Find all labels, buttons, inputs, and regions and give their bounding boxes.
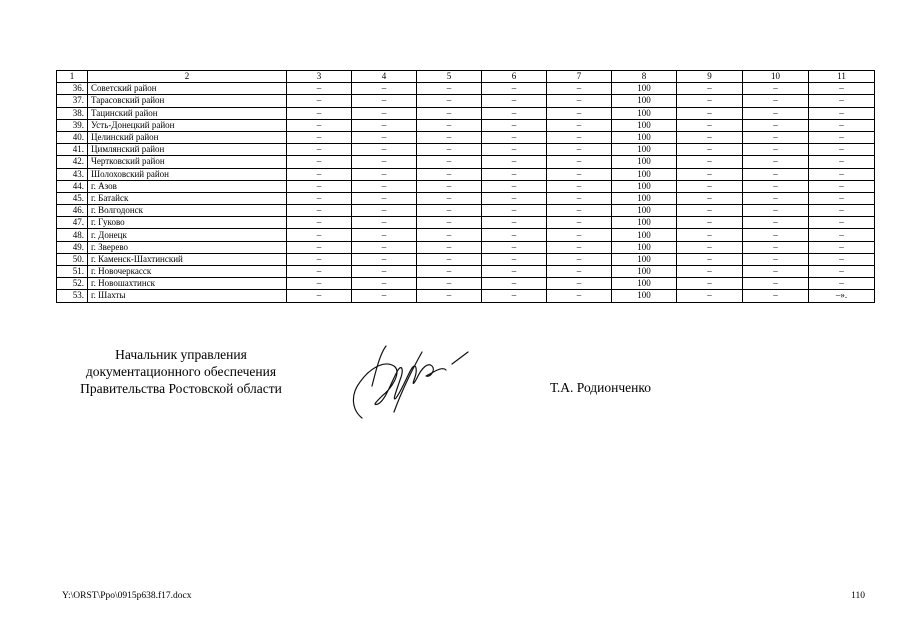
value-cell: – xyxy=(287,205,352,217)
signatory-title xyxy=(56,346,306,397)
district-name-cell: г. Зверево xyxy=(88,241,287,253)
value-cell: – xyxy=(547,83,612,95)
signatory-title-line-3: Правительства Ростовской области xyxy=(80,381,282,396)
value-cell: – xyxy=(287,83,352,95)
column-header-7: 7 xyxy=(547,71,612,83)
row-number-cell: 50. xyxy=(57,253,88,265)
value-cell: – xyxy=(743,241,809,253)
value-cell: – xyxy=(743,180,809,192)
value-cell: – xyxy=(417,278,482,290)
district-name-cell: Советский район xyxy=(88,83,287,95)
value-cell: – xyxy=(352,83,417,95)
data-table xyxy=(56,70,875,303)
value-cell: – xyxy=(677,192,743,204)
value-cell: – xyxy=(809,107,875,119)
value-cell: – xyxy=(547,266,612,278)
value-cell: – xyxy=(482,95,547,107)
district-name-cell: г. Гуково xyxy=(88,217,287,229)
value-cell: – xyxy=(547,205,612,217)
column-header-4: 4 xyxy=(352,71,417,83)
row-number-cell: 41. xyxy=(57,144,88,156)
value-cell: – xyxy=(417,253,482,265)
signatory-title-line-1: Начальник управления xyxy=(115,347,247,362)
value-cell: – xyxy=(417,229,482,241)
value-cell: – xyxy=(417,266,482,278)
column-header-10: 10 xyxy=(743,71,809,83)
column-header-11: 11 xyxy=(809,71,875,83)
district-name-cell: г. Волгодонск xyxy=(88,205,287,217)
value-cell: – xyxy=(417,107,482,119)
value-cell: – xyxy=(547,156,612,168)
row-number-cell: 43. xyxy=(57,168,88,180)
table-row xyxy=(57,107,875,119)
district-name-cell: Тацинский район xyxy=(88,107,287,119)
value-cell: – xyxy=(352,156,417,168)
row-number-cell: 44. xyxy=(57,180,88,192)
value-cell: – xyxy=(677,278,743,290)
value-cell: – xyxy=(417,83,482,95)
value-cell: 100 xyxy=(612,229,677,241)
value-cell: 100 xyxy=(612,131,677,143)
value-cell: – xyxy=(809,95,875,107)
value-cell: – xyxy=(417,205,482,217)
column-header-3: 3 xyxy=(287,71,352,83)
row-number-cell: 38. xyxy=(57,107,88,119)
column-header-6: 6 xyxy=(482,71,547,83)
row-number-cell: 46. xyxy=(57,205,88,217)
value-cell: – xyxy=(482,144,547,156)
value-cell: – xyxy=(809,180,875,192)
district-name-cell: Тарасовский район xyxy=(88,95,287,107)
table-row xyxy=(57,95,875,107)
value-cell: – xyxy=(482,241,547,253)
value-cell: – xyxy=(482,83,547,95)
value-cell: 100 xyxy=(612,205,677,217)
row-number-cell: 51. xyxy=(57,266,88,278)
value-cell: – xyxy=(417,217,482,229)
value-cell: 100 xyxy=(612,192,677,204)
value-cell: – xyxy=(743,205,809,217)
value-cell: – xyxy=(677,156,743,168)
district-name-cell: г. Новочеркасск xyxy=(88,266,287,278)
value-cell: – xyxy=(287,217,352,229)
value-cell: – xyxy=(417,95,482,107)
table-row xyxy=(57,192,875,204)
value-cell: – xyxy=(482,180,547,192)
value-cell: – xyxy=(547,290,612,302)
table-row xyxy=(57,180,875,192)
value-cell: – xyxy=(352,168,417,180)
value-cell: – xyxy=(809,229,875,241)
value-cell: – xyxy=(352,180,417,192)
value-cell: – xyxy=(482,253,547,265)
value-cell: – xyxy=(287,119,352,131)
row-number-cell: 37. xyxy=(57,95,88,107)
value-cell: – xyxy=(677,217,743,229)
value-cell: – xyxy=(743,107,809,119)
value-cell: – xyxy=(677,83,743,95)
value-cell: – xyxy=(809,205,875,217)
value-cell: – xyxy=(417,131,482,143)
value-cell: – xyxy=(547,241,612,253)
value-cell: – xyxy=(482,205,547,217)
value-cell: – xyxy=(352,229,417,241)
value-cell: – xyxy=(743,290,809,302)
value-cell: – xyxy=(677,119,743,131)
row-number-cell: 49. xyxy=(57,241,88,253)
column-header-9: 9 xyxy=(677,71,743,83)
value-cell: – xyxy=(677,266,743,278)
value-cell: – xyxy=(352,119,417,131)
value-cell: – xyxy=(482,192,547,204)
value-cell: – xyxy=(482,266,547,278)
value-cell: – xyxy=(417,241,482,253)
signatory-name: Т.А. Родионченко xyxy=(550,380,651,395)
value-cell: 100 xyxy=(612,168,677,180)
value-cell: – xyxy=(809,253,875,265)
value-cell: – xyxy=(677,290,743,302)
value-cell: – xyxy=(809,168,875,180)
value-cell: – xyxy=(417,180,482,192)
value-cell: – xyxy=(352,107,417,119)
value-cell: – xyxy=(352,290,417,302)
value-cell: – xyxy=(809,119,875,131)
value-cell: – xyxy=(352,95,417,107)
district-name-cell: г. Каменск-Шахтинский xyxy=(88,253,287,265)
district-name-cell: Усть-Донецкий район xyxy=(88,119,287,131)
table-row xyxy=(57,144,875,156)
table-row xyxy=(57,253,875,265)
value-cell: – xyxy=(809,131,875,143)
row-number-cell: 53. xyxy=(57,290,88,302)
value-cell: – xyxy=(809,192,875,204)
table-row xyxy=(57,205,875,217)
table-row xyxy=(57,266,875,278)
value-cell: – xyxy=(809,156,875,168)
value-cell: – xyxy=(743,278,809,290)
value-cell: – xyxy=(287,278,352,290)
value-cell: – xyxy=(547,107,612,119)
value-cell: – xyxy=(482,168,547,180)
value-cell: – xyxy=(352,192,417,204)
value-cell: – xyxy=(677,95,743,107)
value-cell: 100 xyxy=(612,95,677,107)
table-header-row xyxy=(57,71,875,83)
value-cell: – xyxy=(809,144,875,156)
value-cell: – xyxy=(743,83,809,95)
value-cell: – xyxy=(547,144,612,156)
value-cell: – xyxy=(287,241,352,253)
value-cell: – xyxy=(287,156,352,168)
value-cell: – xyxy=(677,180,743,192)
value-cell: 100 xyxy=(612,107,677,119)
value-cell: – xyxy=(743,144,809,156)
value-cell: – xyxy=(417,119,482,131)
table-row xyxy=(57,290,875,302)
value-cell: – xyxy=(417,168,482,180)
table-row xyxy=(57,131,875,143)
column-header-2: 2 xyxy=(88,71,287,83)
value-cell: – xyxy=(547,180,612,192)
column-header-5: 5 xyxy=(417,71,482,83)
value-cell: – xyxy=(287,290,352,302)
value-cell: – xyxy=(352,131,417,143)
value-cell: – xyxy=(287,229,352,241)
value-cell: – xyxy=(743,131,809,143)
value-cell: – xyxy=(482,229,547,241)
value-cell: 100 xyxy=(612,156,677,168)
value-cell: –». xyxy=(809,290,875,302)
value-cell: – xyxy=(809,266,875,278)
value-cell: – xyxy=(287,131,352,143)
value-cell: – xyxy=(482,290,547,302)
value-cell: – xyxy=(677,107,743,119)
value-cell: – xyxy=(482,156,547,168)
district-name-cell: г. Азов xyxy=(88,180,287,192)
value-cell: – xyxy=(352,253,417,265)
value-cell: – xyxy=(287,107,352,119)
value-cell: – xyxy=(743,253,809,265)
value-cell: – xyxy=(547,217,612,229)
value-cell: – xyxy=(287,253,352,265)
value-cell: – xyxy=(809,241,875,253)
value-cell: 100 xyxy=(612,180,677,192)
value-cell: – xyxy=(287,180,352,192)
value-cell: – xyxy=(677,168,743,180)
value-cell: 100 xyxy=(612,83,677,95)
value-cell: – xyxy=(743,192,809,204)
table-row xyxy=(57,241,875,253)
table-row xyxy=(57,83,875,95)
value-cell: – xyxy=(417,156,482,168)
value-cell: – xyxy=(287,266,352,278)
value-cell: – xyxy=(547,168,612,180)
value-cell: – xyxy=(417,144,482,156)
value-cell: – xyxy=(482,107,547,119)
signatory-title-line-2: документационного обеспечения xyxy=(85,364,277,379)
value-cell: – xyxy=(677,241,743,253)
value-cell: – xyxy=(547,192,612,204)
table-row xyxy=(57,119,875,131)
value-cell: – xyxy=(287,192,352,204)
value-cell: – xyxy=(809,217,875,229)
table-body xyxy=(57,83,875,302)
table-row xyxy=(57,229,875,241)
value-cell: – xyxy=(743,95,809,107)
page-number: 110 xyxy=(851,591,865,601)
value-cell: 100 xyxy=(612,217,677,229)
value-cell: – xyxy=(482,278,547,290)
value-cell: – xyxy=(352,217,417,229)
value-cell: – xyxy=(547,278,612,290)
value-cell: – xyxy=(417,290,482,302)
row-number-cell: 48. xyxy=(57,229,88,241)
value-cell: – xyxy=(547,229,612,241)
value-cell: – xyxy=(677,253,743,265)
value-cell: – xyxy=(743,229,809,241)
value-cell: – xyxy=(287,144,352,156)
table-row xyxy=(57,217,875,229)
value-cell: – xyxy=(287,168,352,180)
table-row xyxy=(57,168,875,180)
row-number-cell: 45. xyxy=(57,192,88,204)
value-cell: – xyxy=(352,241,417,253)
table-row xyxy=(57,278,875,290)
value-cell: – xyxy=(677,144,743,156)
column-header-8: 8 xyxy=(612,71,677,83)
value-cell: – xyxy=(743,266,809,278)
value-cell: – xyxy=(287,95,352,107)
row-number-cell: 52. xyxy=(57,278,88,290)
value-cell: 100 xyxy=(612,290,677,302)
district-name-cell: г. Батайск xyxy=(88,192,287,204)
value-cell: – xyxy=(547,253,612,265)
row-number-cell: 47. xyxy=(57,217,88,229)
value-cell: – xyxy=(743,217,809,229)
value-cell: – xyxy=(417,192,482,204)
value-cell: 100 xyxy=(612,241,677,253)
value-cell: – xyxy=(547,119,612,131)
value-cell: 100 xyxy=(612,266,677,278)
value-cell: – xyxy=(352,144,417,156)
row-number-cell: 39. xyxy=(57,119,88,131)
value-cell: – xyxy=(743,156,809,168)
file-path: Y:\ORST\Ppo\0915p638.f17.docx xyxy=(62,591,192,601)
value-cell: – xyxy=(352,205,417,217)
district-name-cell: Целинский район xyxy=(88,131,287,143)
value-cell: – xyxy=(352,278,417,290)
district-name-cell: г. Шахты xyxy=(88,290,287,302)
value-cell: – xyxy=(547,131,612,143)
district-name-cell: Шолоховский район xyxy=(88,168,287,180)
value-cell: 100 xyxy=(612,278,677,290)
value-cell: 100 xyxy=(612,253,677,265)
value-cell: 100 xyxy=(612,144,677,156)
district-name-cell: Цимлянский район xyxy=(88,144,287,156)
value-cell: – xyxy=(743,168,809,180)
value-cell: – xyxy=(677,229,743,241)
value-cell: – xyxy=(482,217,547,229)
value-cell: – xyxy=(677,205,743,217)
value-cell: – xyxy=(743,119,809,131)
value-cell: – xyxy=(547,95,612,107)
row-number-cell: 40. xyxy=(57,131,88,143)
value-cell: – xyxy=(677,131,743,143)
value-cell: – xyxy=(482,131,547,143)
district-name-cell: г. Новошахтинск xyxy=(88,278,287,290)
column-header-1: 1 xyxy=(57,71,88,83)
value-cell: – xyxy=(809,278,875,290)
handwritten-signature xyxy=(342,340,492,430)
table-row xyxy=(57,156,875,168)
district-name-cell: Чертковский район xyxy=(88,156,287,168)
value-cell: – xyxy=(809,83,875,95)
value-cell: – xyxy=(352,266,417,278)
district-name-cell: г. Донецк xyxy=(88,229,287,241)
row-number-cell: 42. xyxy=(57,156,88,168)
row-number-cell: 36. xyxy=(57,83,88,95)
value-cell: 100 xyxy=(612,119,677,131)
value-cell: – xyxy=(482,119,547,131)
